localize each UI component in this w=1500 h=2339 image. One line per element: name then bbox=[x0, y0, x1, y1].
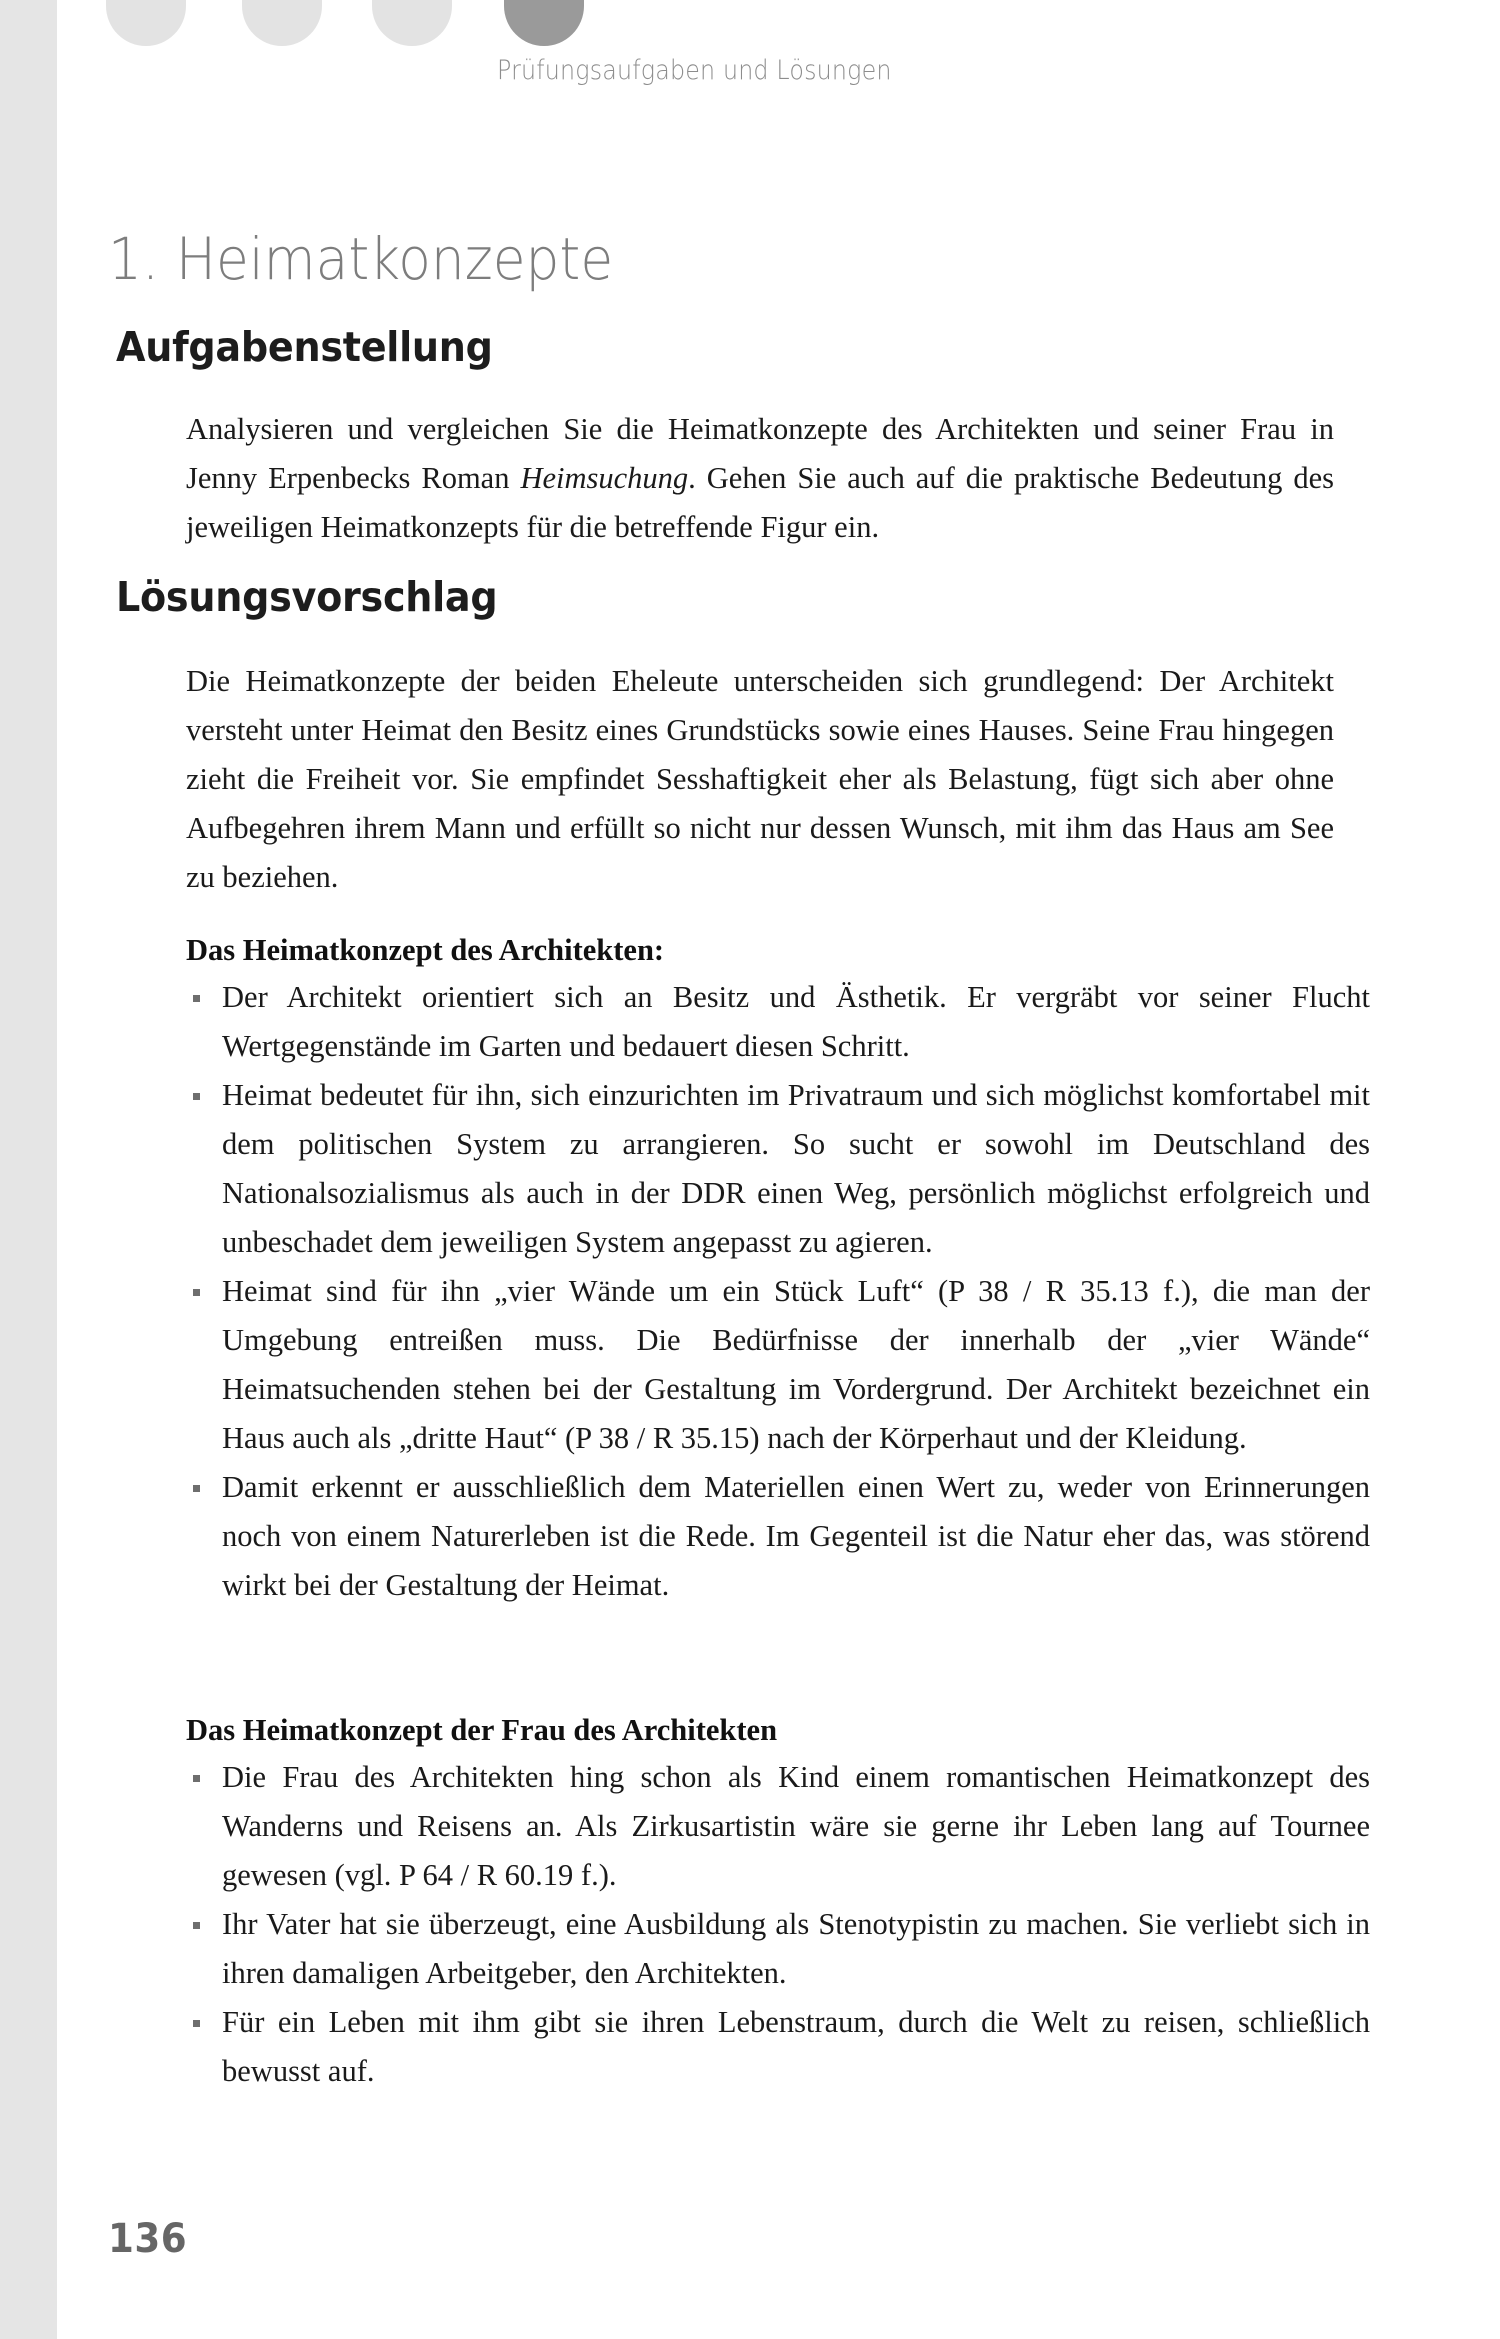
list-item: Der Architekt orientiert sich an Besitz und Ästhetik. Er vergräbt vor seiner Flucht Wertgegenstände im Garten und bedauert diesen Schritt. bbox=[186, 973, 1370, 1071]
heading-aufgabenstellung: Aufgabenstellung bbox=[116, 323, 493, 371]
subsection-architekt bbox=[0, 927, 1500, 1610]
paragraph-loesungsvorschlag: Die Heimatkonzepte der beiden Eheleute unterscheiden sich grundlegend: Der Architekt versteht unter Heimat den Besitz eines Grundstücks sowie eines Hauses. Seine Frau hingegen zieht die Freiheit vor. Sie empfindet Sesshaftigkeit eher als Belastung, fügt sich aber ohne Aufbegehren ihrem Mann und erfüllt so nicht nur dessen Wunsch, mit ihm das Haus am See zu beziehen. bbox=[186, 664, 1334, 894]
heading-heimatkonzept-architekt: Das Heimatkonzept des Architekten: bbox=[186, 933, 665, 967]
list-item: Heimat bedeutet für ihn, sich einzurichten im Privatraum und sich möglichst komfortabel mit dem politischen System zu arrangieren. So sucht er sowohl im Deutschland des Nationalsozialismus als auch in der DDR einen Weg, persönlich möglichst erfolgreich und unbeschadet dem jeweiligen System angepasst zu agieren. bbox=[186, 1071, 1370, 1267]
heading-heimatkonzept-frau: Das Heimatkonzept der Frau des Architekten bbox=[186, 1713, 778, 1747]
header-tab-3[interactable] bbox=[372, 0, 452, 46]
list-item: Für ein Leben mit ihm gibt sie ihren Lebenstraum, durch die Welt zu reisen, schließlich bewusst auf. bbox=[186, 1998, 1370, 2096]
section-aufgabenstellung bbox=[0, 323, 1500, 552]
aufgabe-text-part1: Analysieren und vergleichen Sie die Heimatkonzepte des Architekten und seiner Frau in Jenny Erpenbecks Roman bbox=[186, 412, 1334, 495]
list-item: Ihr Vater hat sie überzeugt, eine Ausbildung als Stenotypistin zu machen. Sie verliebt sich in ihren damaligen Arbeitgeber, den Architekten. bbox=[186, 1900, 1370, 1998]
subsection-frau bbox=[0, 1707, 1500, 2096]
list-item: Die Frau des Architekten hing schon als Kind einem romantischen Heimatkonzept des Wanderns und Reisens an. Als Zirkusartistin wäre sie gerne ihr Leben lang auf Tournee gewesen (vgl. P 64 / R 60.19 f.). bbox=[186, 1753, 1370, 1900]
section-loesungsvorschlag bbox=[0, 573, 1500, 902]
header-tab-4-active[interactable] bbox=[504, 0, 584, 46]
header-tab-1[interactable] bbox=[106, 0, 186, 46]
bullet-list-frau bbox=[0, 1753, 1500, 2096]
list-item: Heimat sind für ihn „vier Wände um ein Stück Luft“ (P 38 / R 35.13 f.), die man der Umgebung entreißen muss. Die Bedürfnisse der innerhalb der „vier Wände“ Heimatsuchenden stehen bei der Gestaltung im Vordergrund. Der Architekt bezeichnet ein Haus auch als „dritte Haut“ (P 38 / R 35.15) nach der Körperhaut und der Kleidung. bbox=[186, 1267, 1370, 1463]
header-tab-strip bbox=[0, 0, 1500, 46]
heading-loesungsvorschlag: Lösungsvorschlag bbox=[116, 573, 498, 621]
running-header-title: Prüfungsaufgaben und Lösungen bbox=[497, 55, 892, 86]
header-tab-2[interactable] bbox=[242, 0, 322, 46]
page-number: 136 bbox=[108, 2216, 188, 2262]
aufgabe-text-italic: Heimsuchung bbox=[520, 461, 689, 495]
chapter-title: 1. Heimatkonzepte bbox=[108, 224, 614, 293]
paragraph-aufgabenstellung bbox=[186, 405, 1334, 552]
list-item: Damit erkennt er ausschließlich dem Materiellen einen Wert zu, weder von Erinnerungen noch von einem Naturerleben ist die Rede. Im Gegenteil ist die Natur eher das, was störend wirkt bei der Gestaltung der Heimat. bbox=[186, 1463, 1370, 1610]
aufgabe-text-part2: . Gehen Sie auch auf die praktische Bedeutung des jeweiligen Heimatkonzepts für die betreffende Figur ein. bbox=[186, 461, 1335, 544]
bullet-list-architekt bbox=[0, 973, 1500, 1610]
